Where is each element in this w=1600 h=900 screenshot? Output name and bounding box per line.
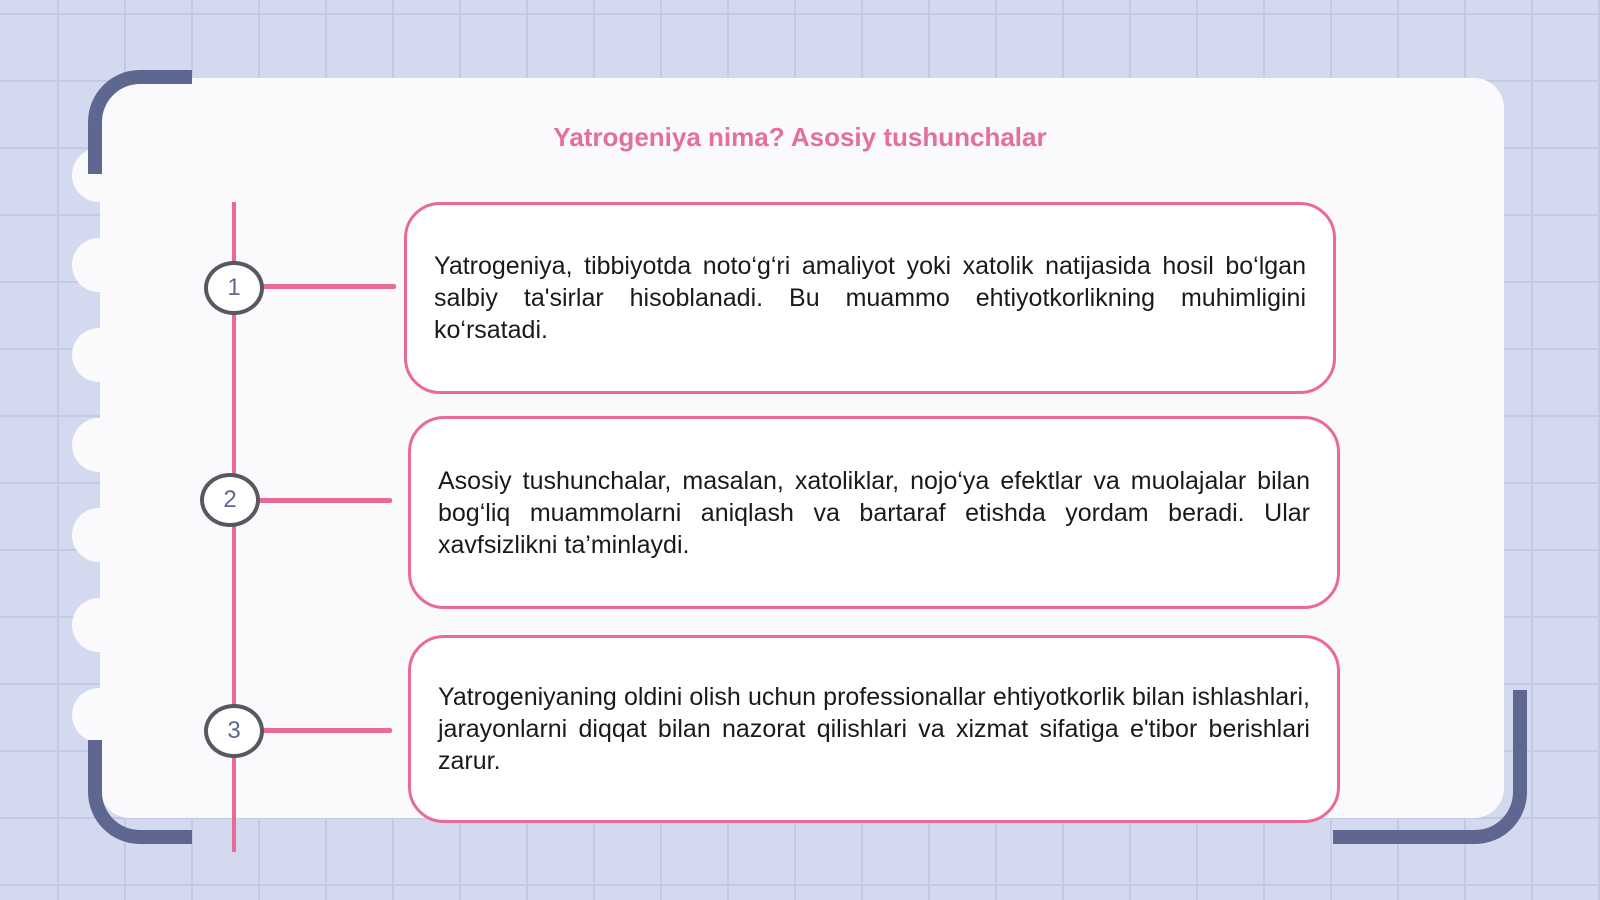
card-scallop xyxy=(72,238,126,292)
timeline-connector xyxy=(262,728,392,733)
card-scallop xyxy=(72,418,126,472)
frame-corner-bottom-right xyxy=(1333,690,1527,844)
card-scallop xyxy=(72,328,126,382)
step-text-1: Yatrogeniya, tibbiyotda noto‘g‘ri amaliyot yoki xatolik natijasida hosil bo‘lgan salbiy ta'sirlar hisoblanadi. Bu muammo ehtiyotkorlikning muhimligini ko‘rsatadi. xyxy=(434,252,1306,344)
timeline-connector xyxy=(258,498,392,503)
step-card-3 xyxy=(408,635,1340,823)
slide-title: Yatrogeniya nima? Asosiy tushunchalar xyxy=(553,122,1047,152)
step-number-1: 1 xyxy=(204,261,264,315)
timeline-connector xyxy=(262,284,396,289)
frame-corner-bottom-left xyxy=(88,740,192,844)
card-scallop xyxy=(72,508,126,562)
step-card-2 xyxy=(408,416,1340,609)
card-scallop xyxy=(72,598,126,652)
step-text-2: Asosiy tushunchalar, masalan, xatoliklar, nojo‘ya efektlar va muolajalar bilan bog‘liq muammolarni aniqlash va bartaraf etishda yordam beradi. Ular xavfsizlikni ta’minlaydi. xyxy=(438,466,1310,559)
step-number-3: 3 xyxy=(204,704,264,758)
step-number-2: 2 xyxy=(200,473,260,527)
card-scallop xyxy=(72,688,126,742)
step-text-3: Yatrogeniyaning oldini olish uchun professionallar ehtiyotkorlik bilan ishlashlari, jarayonlarni diqqat bilan nazorat qilishlari va xizmat sifatiga e'tibor berishlari zarur. xyxy=(438,683,1310,775)
step-card-1 xyxy=(404,202,1336,394)
